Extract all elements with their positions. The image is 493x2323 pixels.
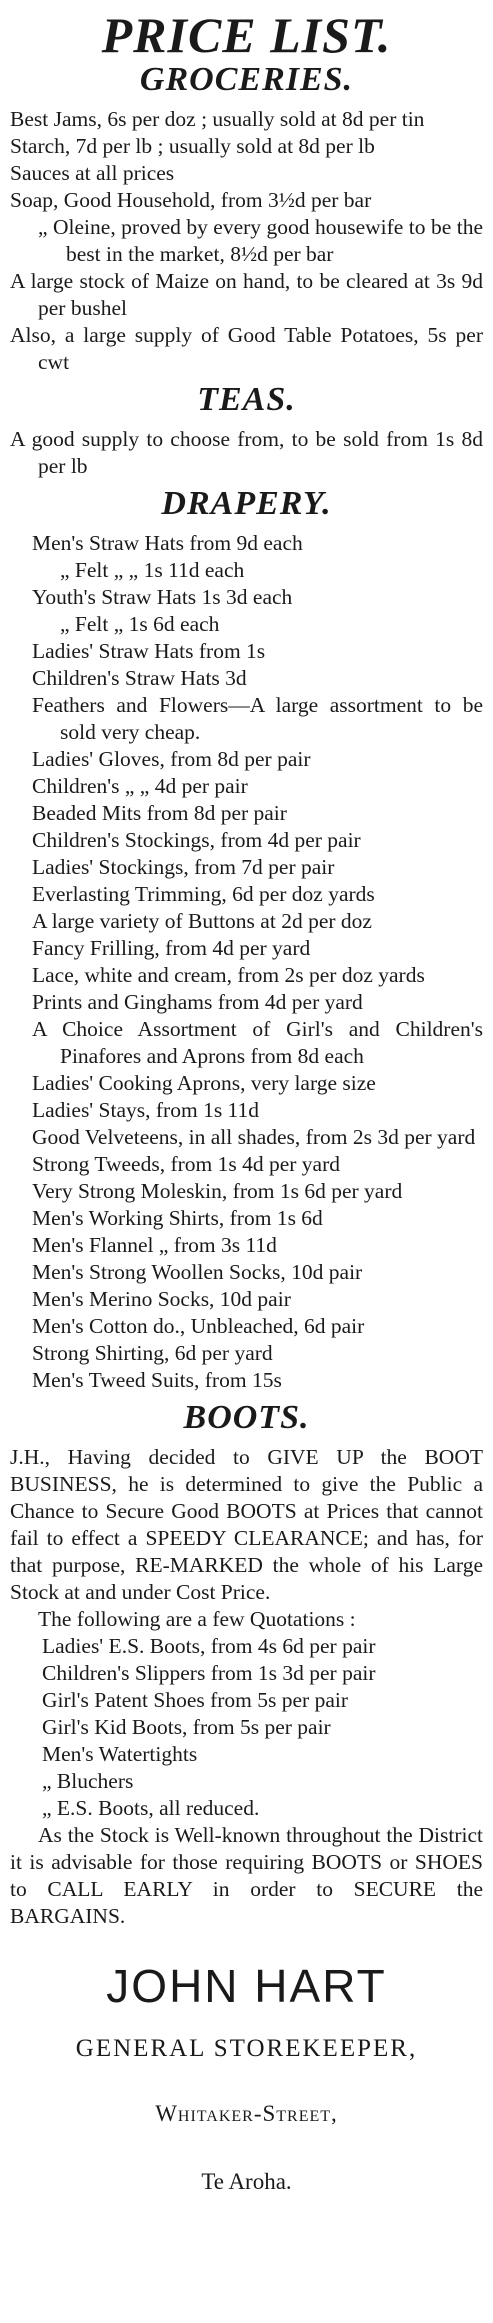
list-item: Prints and Ginghams from 4d per yard [32, 990, 363, 1014]
list-item: „ Oleine, proved by every good housewife to be the best in the market, 8½d per bar [38, 215, 483, 266]
quotations-intro: The following are a few Quotations : [38, 1607, 356, 1631]
list-item: Men's Merino Socks, 10d pair [32, 1287, 291, 1311]
merchant-street: Whitaker-Street, [155, 2101, 338, 2126]
list-item: Best Jams, 6s per doz ; usually sold at 8d per tin [10, 107, 425, 131]
list-item: Youth's Straw Hats 1s 3d each [32, 585, 293, 609]
quotations-list [10, 1633, 483, 1822]
list-item: A Choice Assortment of Girl's and Children's Pinafores and Aprons from 8d each [32, 1017, 483, 1068]
list-item: Ladies' Gloves, from 8d per pair [32, 747, 311, 771]
merchant-name: JOHN HART [106, 1960, 387, 2012]
list-item: Fancy Frilling, from 4d per yard [32, 936, 311, 960]
list-item: Ladies' Stays, from 1s 11d [32, 1098, 260, 1122]
list-item: Men's Watertights [42, 1742, 198, 1766]
list-item: Ladies' Cooking Aprons, very large size [32, 1071, 376, 1095]
list-item: „ Bluchers [42, 1769, 134, 1793]
list-item: „ Felt „ 1s 6d each [60, 612, 220, 636]
list-item: Children's Straw Hats 3d [32, 666, 247, 690]
list-item: Children's Stockings, from 4d per pair [32, 828, 361, 852]
list-item: Ladies' Straw Hats from 1s [32, 639, 266, 663]
list-item: A good supply to choose from, to be sold from 1s 8d per lb [10, 427, 483, 478]
list-item: Men's Strong Woollen Socks, 10d pair [32, 1260, 363, 1284]
groceries-heading: GROCERIES. [139, 61, 354, 98]
list-item: Children's „ „ 4d per pair [32, 774, 248, 798]
list-item: Children's Slippers from 1s 3d per pair [42, 1661, 376, 1685]
drapery-heading: DRAPERY. [161, 485, 332, 522]
list-item: Beaded Mits from 8d per pair [32, 801, 287, 825]
boots-heading: BOOTS. [183, 1399, 310, 1436]
list-item: Men's Working Shirts, from 1s 6d [32, 1206, 323, 1230]
list-item: Strong Tweeds, from 1s 4d per yard [32, 1152, 341, 1176]
list-item: Men's Tweed Suits, from 15s [32, 1368, 282, 1392]
list-item: Also, a large supply of Good Table Potatoes, 5s per cwt [10, 323, 483, 374]
list-item: Soap, Good Household, from 3½d per bar [10, 188, 372, 212]
merchant-title: GENERAL STOREKEEPER, [75, 2035, 418, 2062]
boots-closing: As the Stock is Well-known throughout the District it is advisable for those requiring BOOTS or SHOES to CALL EARLY in order to SECURE the BARGAINS. [10, 1823, 483, 1928]
list-item: A large variety of Buttons at 2d per doz [32, 909, 372, 933]
groceries-list [10, 106, 483, 376]
drapery-list [10, 530, 483, 1394]
teas-list [10, 426, 483, 480]
page-title: PRICE LIST. [101, 7, 392, 63]
list-item: Very Strong Moleskin, from 1s 6d per yard [32, 1179, 403, 1203]
list-item: Lace, white and cream, from 2s per doz yards [32, 963, 425, 987]
list-item: Ladies' Stockings, from 7d per pair [32, 855, 335, 879]
list-item: Sauces at all prices [10, 161, 175, 185]
list-item: „ Felt „ „ 1s 11d each [60, 558, 245, 582]
list-item: Men's Straw Hats from 9d each [32, 531, 303, 555]
list-item: Good Velveteens, in all shades, from 2s 3d per yard [32, 1125, 476, 1149]
list-item: „ E.S. Boots, all reduced. [42, 1796, 260, 1820]
merchant-town: Te Aroha. [201, 2169, 292, 2194]
list-item: Men's Cotton do., Unbleached, 6d pair [32, 1314, 365, 1338]
list-item: Men's Flannel „ from 3s 11d [32, 1233, 277, 1257]
list-item: Starch, 7d per lb ; usually sold at 8d per lb [10, 134, 375, 158]
list-item: Strong Shirting, 6d per yard [32, 1341, 273, 1365]
list-item: Ladies' E.S. Boots, from 4s 6d per pair [42, 1634, 376, 1658]
boots-section [10, 1444, 483, 1930]
teas-heading: TEAS. [197, 381, 296, 418]
boots-intro: J.H., Having decided to GIVE UP the BOOT BUSINESS, he is determined to give the Public a Chance to Secure Good BOOTS at Prices that cannot fail to effect a SPEEDY CLEARANCE; and has, for that purpose, RE-MARKED the whole of his Large Stock at and under Cost Price. [10, 1445, 483, 1604]
list-item: Everlasting Trimming, 6d per doz yards [32, 882, 375, 906]
list-item: Girl's Patent Shoes from 5s per pair [42, 1688, 349, 1712]
list-item: Feathers and Flowers—A large assortment to be sold very cheap. [32, 693, 483, 744]
list-item: A large stock of Maize on hand, to be cleared at 3s 9d per bushel [10, 269, 483, 320]
list-item: Girl's Kid Boots, from 5s per pair [42, 1715, 331, 1739]
